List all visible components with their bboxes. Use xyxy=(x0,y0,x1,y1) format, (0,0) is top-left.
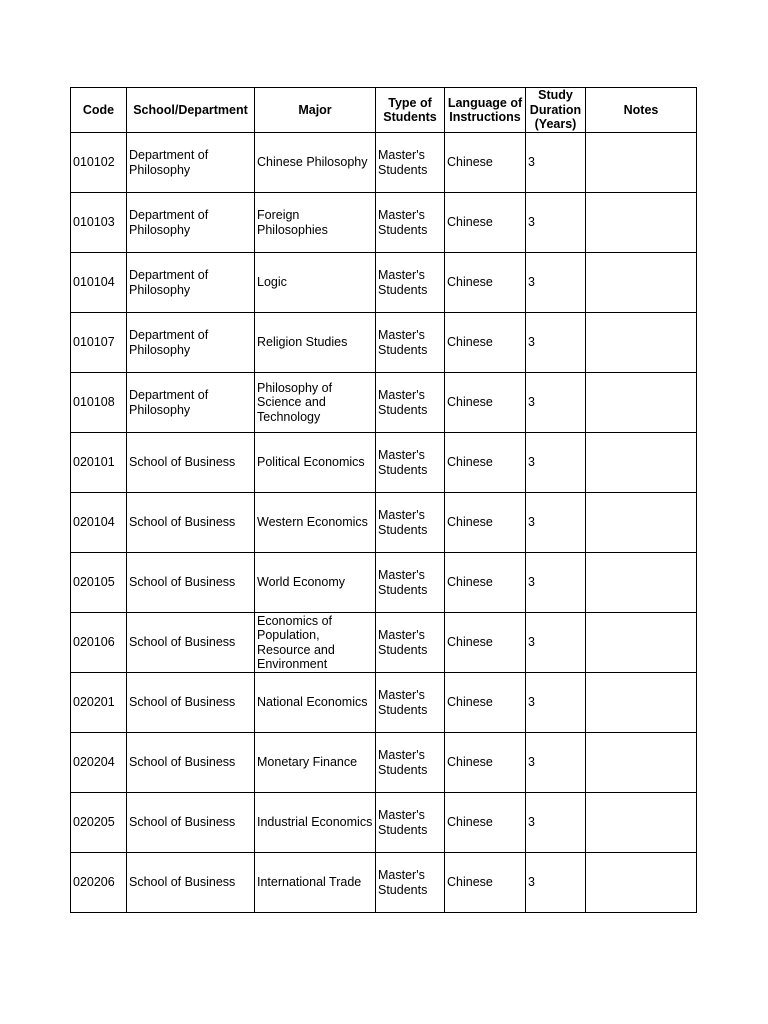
cell-notes xyxy=(586,433,697,493)
table-row xyxy=(71,433,697,493)
cell-type: Master's Students xyxy=(376,193,445,253)
cell-language: Chinese xyxy=(445,853,526,913)
header-code: Code xyxy=(71,88,127,133)
program-table xyxy=(70,87,697,913)
cell-code: 010108 xyxy=(71,373,127,433)
cell-major: Philosophy of Science and Technology xyxy=(255,373,376,433)
table-row xyxy=(71,193,697,253)
cell-major: Industrial Economics xyxy=(255,793,376,853)
cell-language: Chinese xyxy=(445,493,526,553)
table-row xyxy=(71,613,697,673)
cell-notes xyxy=(586,793,697,853)
cell-type: Master's Students xyxy=(376,733,445,793)
cell-duration: 3 xyxy=(526,493,586,553)
cell-type: Master's Students xyxy=(376,313,445,373)
cell-school: Department of Philosophy xyxy=(127,313,255,373)
cell-language: Chinese xyxy=(445,613,526,673)
cell-notes xyxy=(586,553,697,613)
cell-type: Master's Students xyxy=(376,613,445,673)
cell-code: 010102 xyxy=(71,133,127,193)
table-header-row xyxy=(71,88,697,133)
cell-language: Chinese xyxy=(445,553,526,613)
cell-duration: 3 xyxy=(526,853,586,913)
cell-language: Chinese xyxy=(445,253,526,313)
cell-duration: 3 xyxy=(526,313,586,373)
cell-major: Religion Studies xyxy=(255,313,376,373)
table-row xyxy=(71,133,697,193)
header-language: Language of Instructions xyxy=(445,88,526,133)
table-row xyxy=(71,553,697,613)
header-duration: Study Duration (Years) xyxy=(526,88,586,133)
cell-notes xyxy=(586,253,697,313)
cell-duration: 3 xyxy=(526,433,586,493)
table-row xyxy=(71,373,697,433)
cell-type: Master's Students xyxy=(376,253,445,313)
cell-major: Monetary Finance xyxy=(255,733,376,793)
cell-school: Department of Philosophy xyxy=(127,193,255,253)
header-notes: Notes xyxy=(586,88,697,133)
cell-type: Master's Students xyxy=(376,853,445,913)
cell-duration: 3 xyxy=(526,613,586,673)
cell-major: World Economy xyxy=(255,553,376,613)
cell-code: 010107 xyxy=(71,313,127,373)
cell-notes xyxy=(586,133,697,193)
cell-duration: 3 xyxy=(526,673,586,733)
cell-school: School of Business xyxy=(127,793,255,853)
cell-duration: 3 xyxy=(526,193,586,253)
cell-duration: 3 xyxy=(526,253,586,313)
cell-school: School of Business xyxy=(127,733,255,793)
cell-notes xyxy=(586,613,697,673)
table-row xyxy=(71,493,697,553)
table-row xyxy=(71,253,697,313)
cell-language: Chinese xyxy=(445,673,526,733)
cell-code: 020101 xyxy=(71,433,127,493)
cell-type: Master's Students xyxy=(376,673,445,733)
cell-code: 020201 xyxy=(71,673,127,733)
header-school: School/Department xyxy=(127,88,255,133)
cell-school: School of Business xyxy=(127,433,255,493)
cell-duration: 3 xyxy=(526,733,586,793)
cell-language: Chinese xyxy=(445,433,526,493)
cell-language: Chinese xyxy=(445,313,526,373)
cell-school: Department of Philosophy xyxy=(127,133,255,193)
cell-type: Master's Students xyxy=(376,493,445,553)
cell-type: Master's Students xyxy=(376,553,445,613)
cell-notes xyxy=(586,193,697,253)
cell-language: Chinese xyxy=(445,133,526,193)
table-row xyxy=(71,313,697,373)
cell-code: 020204 xyxy=(71,733,127,793)
cell-major: National Economics xyxy=(255,673,376,733)
cell-code: 010103 xyxy=(71,193,127,253)
table-row xyxy=(71,793,697,853)
cell-notes xyxy=(586,313,697,373)
cell-school: School of Business xyxy=(127,853,255,913)
cell-type: Master's Students xyxy=(376,373,445,433)
cell-type: Master's Students xyxy=(376,433,445,493)
cell-major: Economics of Population, Resource and Environment xyxy=(255,613,376,673)
header-type: Type of Students xyxy=(376,88,445,133)
cell-school: School of Business xyxy=(127,493,255,553)
cell-major: Political Economics xyxy=(255,433,376,493)
cell-notes xyxy=(586,733,697,793)
table-row xyxy=(71,853,697,913)
cell-school: Department of Philosophy xyxy=(127,373,255,433)
cell-school: School of Business xyxy=(127,673,255,733)
cell-duration: 3 xyxy=(526,373,586,433)
cell-school: School of Business xyxy=(127,613,255,673)
cell-language: Chinese xyxy=(445,733,526,793)
cell-language: Chinese xyxy=(445,793,526,853)
cell-notes xyxy=(586,673,697,733)
cell-major: International Trade xyxy=(255,853,376,913)
cell-major: Foreign Philosophies xyxy=(255,193,376,253)
header-major: Major xyxy=(255,88,376,133)
cell-code: 020104 xyxy=(71,493,127,553)
cell-duration: 3 xyxy=(526,133,586,193)
cell-duration: 3 xyxy=(526,553,586,613)
table-row xyxy=(71,673,697,733)
cell-notes xyxy=(586,853,697,913)
cell-major: Chinese Philosophy xyxy=(255,133,376,193)
cell-major: Western Economics xyxy=(255,493,376,553)
cell-language: Chinese xyxy=(445,193,526,253)
cell-type: Master's Students xyxy=(376,133,445,193)
cell-notes xyxy=(586,493,697,553)
cell-notes xyxy=(586,373,697,433)
cell-code: 020105 xyxy=(71,553,127,613)
cell-type: Master's Students xyxy=(376,793,445,853)
cell-code: 020205 xyxy=(71,793,127,853)
cell-major: Logic xyxy=(255,253,376,313)
table-row xyxy=(71,733,697,793)
cell-code: 020106 xyxy=(71,613,127,673)
cell-code: 020206 xyxy=(71,853,127,913)
cell-duration: 3 xyxy=(526,793,586,853)
cell-code: 010104 xyxy=(71,253,127,313)
table-body xyxy=(71,133,697,913)
cell-language: Chinese xyxy=(445,373,526,433)
cell-school: School of Business xyxy=(127,553,255,613)
cell-school: Department of Philosophy xyxy=(127,253,255,313)
